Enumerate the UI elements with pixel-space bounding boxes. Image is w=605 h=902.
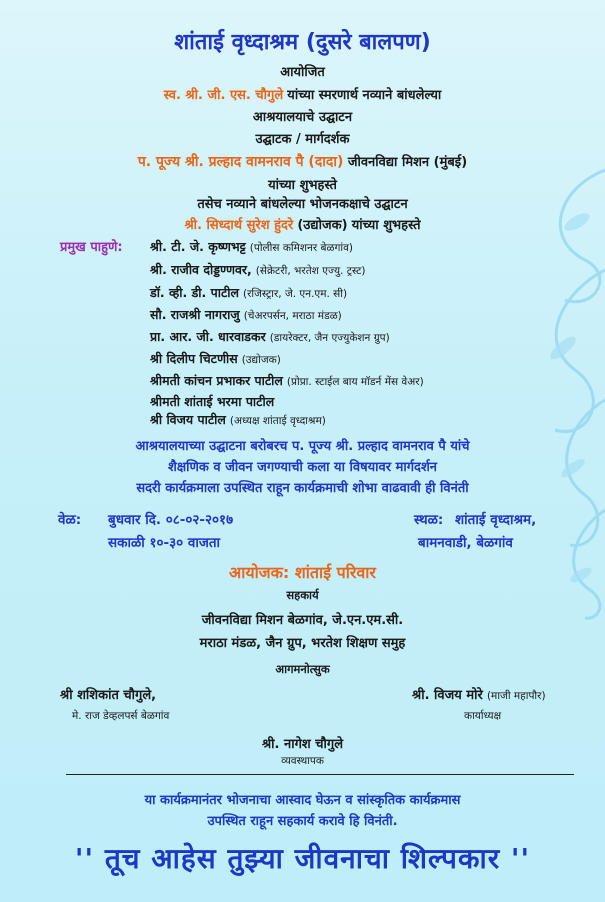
guest-name: श्रीमती कांचन प्रभाकर पाटील bbox=[150, 373, 283, 388]
footer-line: या कार्यक्रमानंतर भोजनाचा आस्वाद घेऊन व सांस्कृतिक कार्यक्रमास bbox=[144, 793, 461, 808]
guest-name: श्री विजय पाटील bbox=[150, 412, 226, 427]
guest-desc: (डायरेक्टर, जैन एज्युकेशन ग्रुप) bbox=[269, 332, 390, 344]
inaugurator-role: उद्घाटक / मार्गदर्शक bbox=[255, 132, 350, 147]
organizer-line: आयोजक: शांताई परिवार bbox=[229, 563, 376, 582]
guidance-line: सदरी कार्यक्रमाला उपस्थित राहून कार्यक्रमाची शोभा वाढवावी ही विनंती bbox=[136, 481, 469, 496]
dining-inaugurator-line bbox=[0, 219, 605, 232]
slogan-text: तूच आहेस तुझ्या जीवनाचा शिल्पकार bbox=[104, 842, 501, 875]
guest-desc: (सेक्रेटरी, भरतेश एज्यु. ट्रस्ट) bbox=[255, 265, 366, 277]
cooperation-label: सहकार्य bbox=[286, 588, 319, 602]
dining-inaugurator-name: श्री. सिध्दार्थ सुरेश हुंदरे bbox=[184, 218, 294, 233]
divider bbox=[66, 774, 574, 775]
inaugurator-org: जीवनविद्या मिशन (मुंबई) bbox=[347, 155, 468, 170]
quote-close: '' bbox=[510, 842, 531, 875]
inaugurator-line bbox=[0, 155, 605, 169]
event-date: बुधवार दि. ०८-०२-२०१७ bbox=[108, 512, 234, 528]
memorial-line bbox=[0, 89, 605, 102]
slogan-line bbox=[0, 842, 605, 875]
organized-label: आयोजित bbox=[280, 65, 325, 80]
host-center-name: श्री. नागेश चौगुले bbox=[261, 737, 344, 752]
guest-name: श्रीमती शांताई भरमा पाटील bbox=[150, 394, 275, 409]
guest-name: श्री दिलीप चिटणीस bbox=[150, 351, 238, 366]
dining-inaugurator-title: (उद्योजक) bbox=[297, 218, 348, 233]
cooperation-line: जीवनविद्या मिशन बेळगांव, जे.एन.एम.सी. bbox=[201, 613, 404, 628]
venue-line1: शांताई वृध्दाश्रम, bbox=[455, 512, 537, 528]
list-item bbox=[150, 309, 342, 322]
inauguration-line: आश्रयालयाचे उद्घाटन bbox=[252, 110, 353, 125]
guest-name: श्री. टी. जे. कृष्णभट्ट bbox=[150, 239, 246, 254]
host-right-name: श्री. विजय मोरे bbox=[412, 688, 483, 703]
host-right-note: (माजी महापौर) bbox=[486, 690, 546, 702]
guest-desc: (उद्योजक) bbox=[241, 354, 281, 366]
guest-desc: (रजिस्ट्रार, जे. एन.एम. सी) bbox=[243, 288, 348, 300]
cooperation-line: मराठा मंडळ, जैन ग्रुप, भरतेश शिक्षण समुह bbox=[199, 636, 406, 651]
footer-line: उपस्थित राहून सहकार्य करावे हि विनंती. bbox=[207, 814, 398, 829]
auspices-line: यांच्या शुभहस्ते bbox=[268, 178, 337, 193]
host-left-role: मे. राज डेव्हलपर्स बेळगांव bbox=[72, 710, 170, 722]
guidance-line: आश्रयालयाच्या उद्घाटना बरोबरच प. पूज्य श्री. प्रल्हाद वामनराव पै यांचे bbox=[135, 439, 470, 454]
list-item bbox=[150, 331, 390, 344]
chief-guests-label: प्रमुख पाहुणे: bbox=[60, 240, 123, 255]
list-item bbox=[150, 287, 347, 300]
memorial-name: स्व. श्री. जी. एस. चौगुले bbox=[163, 88, 284, 103]
venue-label: स्थळ: bbox=[414, 512, 444, 528]
list-item bbox=[150, 375, 424, 388]
dining-inaugurator-rest: यांच्या शुभहस्ते bbox=[351, 218, 421, 233]
guest-desc: (पोलीस कमिशनर बेळगांव) bbox=[249, 242, 354, 254]
venue-line2: बामनवाडी, बेळगांव bbox=[418, 535, 513, 551]
guest-desc: (अध्यक्ष शांताई वृध्दाश्रम) bbox=[229, 415, 326, 427]
list-item bbox=[150, 396, 278, 409]
guest-desc: (चेअरपर्सन, मराठा मंडळ) bbox=[243, 310, 342, 322]
time-label: वेळ: bbox=[58, 512, 82, 528]
guest-name: प्रा. आर. जी. धारवाडकर bbox=[150, 329, 266, 344]
welcoming-label: आगमनोत्सुक bbox=[275, 662, 330, 676]
host-center-role: व्यवस्थापक bbox=[281, 755, 324, 767]
list-item bbox=[150, 414, 326, 427]
guest-desc: (प्रोप्रा. स्टाईल बाय मॉडर्न मेंस वेअर) bbox=[286, 376, 424, 388]
dining-inauguration-line: तसेच नव्याने बांधलेल्या भोजनकक्षाचे उद्घाटन bbox=[197, 197, 408, 212]
page-title: शांताई वृध्दाश्रम (दुसरे बालपण) bbox=[174, 30, 431, 55]
guest-name: श्री. राजीव दोड्डण्णवर, bbox=[150, 262, 252, 277]
guidance-line: शैक्षणिक व जीवन जगण्याची कला या विषयावर मार्गदर्शन bbox=[168, 460, 437, 475]
inaugurator-name: प. पूज्य श्री. प्रल्हाद वामनराव पै (दादा) bbox=[137, 154, 344, 170]
list-item bbox=[150, 353, 281, 366]
host-right-line bbox=[412, 689, 546, 702]
quote-open: '' bbox=[74, 842, 95, 875]
host-right-role: कार्याध्यक्ष bbox=[464, 710, 502, 722]
host-left-name: श्री शशिकांत चौगुले, bbox=[60, 688, 157, 703]
list-item bbox=[150, 241, 353, 254]
guest-name: डॉ. व्ही. डी. पाटील bbox=[150, 285, 239, 300]
memorial-rest: यांच्या स्मरणार्थ नव्याने बांधलेल्या bbox=[287, 88, 442, 103]
event-time: सकाळी १०-३० वाजता bbox=[108, 535, 221, 551]
guest-name: सौ. राजश्री नागराजु bbox=[150, 307, 240, 322]
list-item bbox=[150, 264, 366, 277]
